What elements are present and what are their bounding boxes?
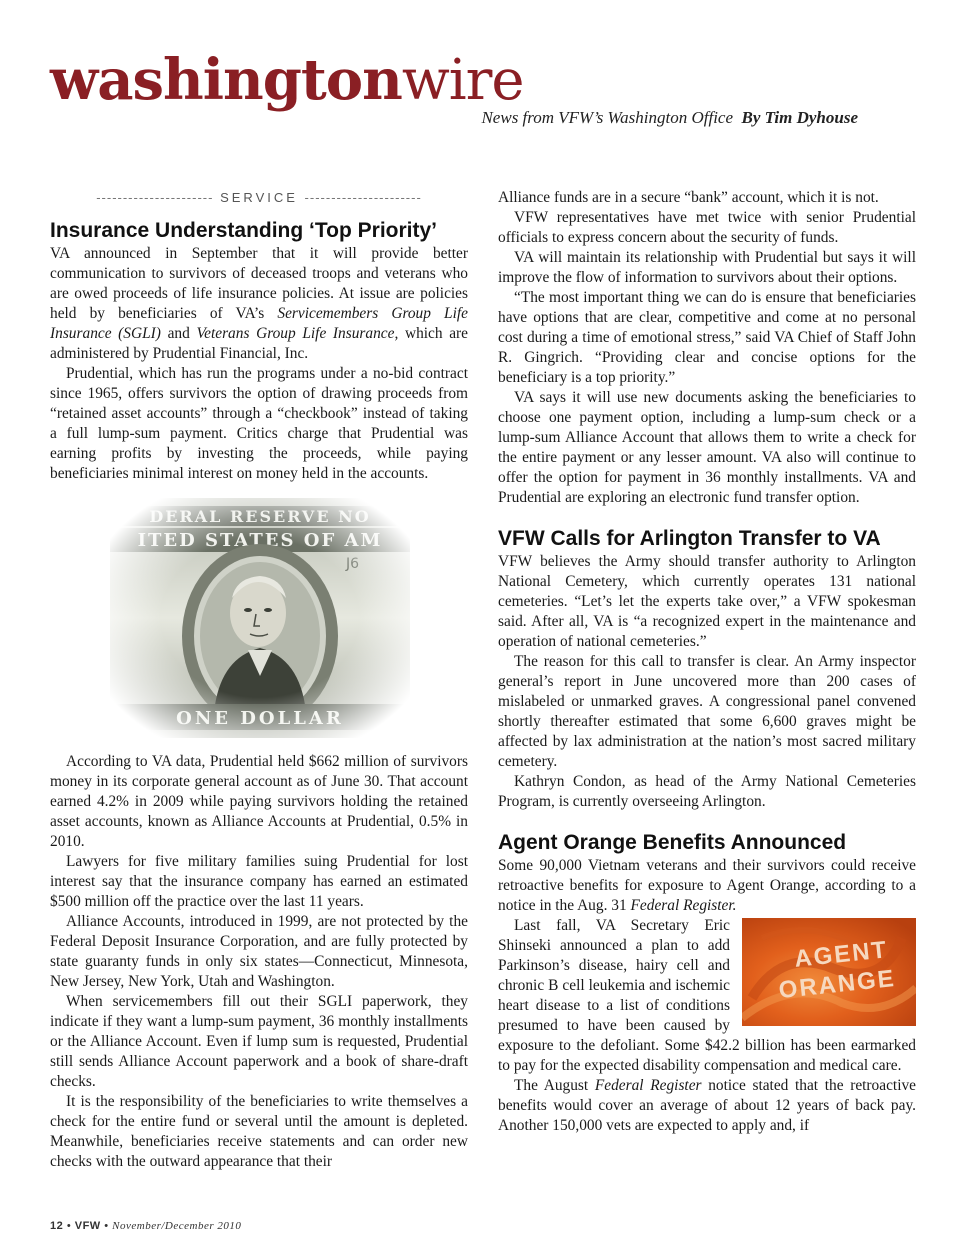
masthead [50,47,930,127]
dollar-bill-image [110,498,410,738]
article-paragraph: Lawyers for five military families suing Prudential for lost interest say that the insurance company has earned an estimated $500 million off the practice over the last 11 years. [50,853,468,910]
agent-orange-line2: ORANGE [777,964,897,1005]
article-paragraph: “The most important thing we can do is ensure that beneficiaries have options that are clear, competitive and come at no personal cost during a time of emotional stress,” said VA Chief of Staff John R. Gingrich. “Providing clear and concise options for the beneficiary is a top priority.” [498,289,916,386]
article-paragraph: The reason for this call to transfer is clear. An Army inspector general’s report in June uncovered more than 200 cases of mislabeled or unmarked graves. A congressional panel convened shortly thereafter estimated that some 6,600 graves might be affected by lax administration at the nation’s most sacred military cemetery. [498,653,916,770]
subtitle-text: News from VFW’s Washington Office [481,108,734,127]
publication-logo [50,48,524,113]
byline: By Tim Dyhouse [741,108,858,127]
section-label-rule: ---------------------- SERVICE ---------------------- [96,190,422,205]
article-paragraph: Some 90,000 Vietnam veterans and their survivors could receive retroactive benefits for exposure to Agent Orange, according to a notice in the Aug. 31 Federal Register. [498,857,916,914]
article-paragraph: VFW believes the Army should transfer authority to Arlington National Cemetery, which currently operates 131 national cemeteries. “Let’s let the experts take over,” a VFW spokesman said. After all, VA is “a recognized expert in the maintenance and operation of national cemeteries.” [498,553,916,650]
article-paragraph: VA says it will use new documents asking the beneficiaries to choose one payment option, including a lump-sum check or a lump-sum Alliance Account that allows them to write a check for the entire payment or any lesser amount. VA also will continue to offer the option for payment in 36 monthly installments. VA and Prudential are exploring an electronic fund transfer option. [498,389,916,506]
article-paragraph: The August Federal Register notice stated that the retroactive benefits would cover an average of about 12 years of back pay. Another 150,000 vets are expected to apply and, if [498,1077,916,1134]
article-paragraph: Last fall, VA Secretary Eric Shinseki announced a plan to add Parkinson’s disease, hairy cell and chronic B cell leukemia and ischemic heart disease to a list of conditions presumed to have been caused by exposure to the defoliant. Some $42.2 billion has been earmarked to pay for the expected disability compensation and medical care. [498,917,916,1074]
masthead-subtitle [481,108,858,128]
article-title-arlington: VFW Calls for Arlington Transfer to VA [498,527,881,550]
article-paragraph: VA will maintain its relationship with Prudential but says it will improve the flow of information to survivors about their options. [498,249,916,286]
page-number: 12 [50,1220,64,1232]
logo-light-text: wire [401,48,524,113]
article-paragraph: It is the responsibility of the beneficiaries to write themselves a check for the entire fund or several until the amount is depleted. Meanwhile, beneficiaries receive statements and can order new checks with the outward appearance that their [50,1093,468,1170]
article-paragraph: Prudential, which has run the programs under a no-bid contract since 1965, offers survivors the option of drawing proceeds from “retained asset accounts” through a “checkbook” instead of taking a full lump-sum payment. Critics charge that Prudential was earning profits by investing the proceeds, while paying beneficiaries minimal interest on money held in the accounts. [50,365,468,482]
article-title-insurance: Insurance Understanding ‘Top Priority’ [50,219,437,242]
article-paragraph: VA announced in September that it will provide better communication to survivors of deceased troops and veterans who are owed proceeds of life insurance policies. At issue are policies held by beneficiaries of VA’s Servicemembers Group Life Insurance (SGLI) and Veterans Group Life Insurance, which are administered by Prudential Financial, Inc. [50,245,468,362]
article-paragraph: Alliance funds are in a secure “bank” account, which it is not. [498,189,879,206]
agent-orange-line1: AGENT [793,936,890,973]
article-paragraph: According to VA data, Prudential held $662 million of survivors money in its corporate general account as of June 30. That account earned 4.2% in 2009 while paying survivors holding the retained asset accounts, known as Alliance Accounts at Prudential, 0.5% in 2010. [50,753,468,850]
section-label: SERVICE [220,190,298,205]
article-paragraph: Alliance Accounts, introduced in 1999, are not protected by the Federal Deposit Insurance Corporation, and are fully protected by state guaranty funds in only six states—Connecticut, Minnesota, New Jersey, New York, Utah and Washington. [50,913,468,990]
right-column [498,188,916,1136]
logo-bold-text: washington [50,47,402,113]
issue-date: November/December 2010 [112,1220,242,1232]
agent-orange-image [742,918,916,1026]
left-column [50,188,468,1172]
page-footer: 12 • VFW • November/December 2010 [50,1220,242,1232]
article-paragraph: When servicemembers fill out their SGLI paperwork, they indicate if they want a lump-sum payment, 36 monthly installments or the Alliance Account. Even if lump sum is requested, Prudential still sends Alliance Account paperwork and a book of share-draft checks. [50,993,468,1090]
article-paragraph: Kathryn Condon, as head of the Army National Cemeteries Program, is currently overseeing Arlington. [498,773,916,810]
article-paragraph: VFW representatives have met twice with senior Prudential officials to express concern about the security of funds. [498,209,916,246]
article-title-agent-orange: Agent Orange Benefits Announced [498,831,847,854]
magazine-name: VFW [74,1220,101,1232]
